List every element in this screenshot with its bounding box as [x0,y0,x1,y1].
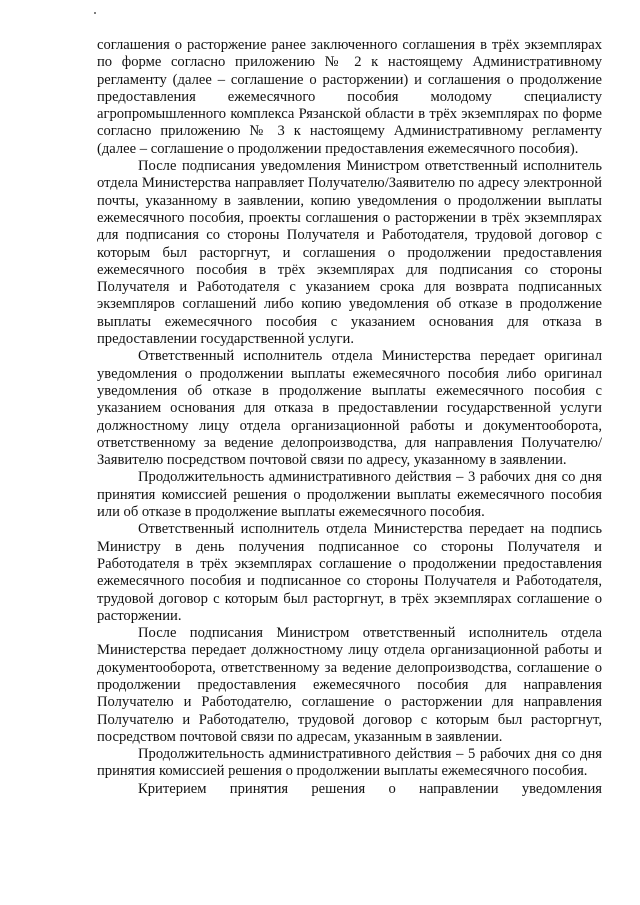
paragraph-after-minister-signing: После подписания Министром ответственный исполнитель отдела Министерства передает должностному лицу отдела организационной работы и документооборота, ответственному за ведение делопроизводства, соглашение о продолжении предоставления ежемесячного пособия для направления Получателю и Работодателю, соглашение о расторжении для направления Получателю и Работодателю, трудовой договор с которым был расторгнут, посредством почтовой связи по адресам, указанным в заявлении. [97,625,602,745]
paragraph-continuation: соглашения о расторжение ранее заключенного соглашения в трёх экземплярах по форме согласно приложению № 2 к настоящему Административному регламенту (далее – соглашение о расторжении) и соглашения о продолжение предоставления ежемесячного пособия молодому специалисту агропромышленного комплекса Рязанской области в трёх экземплярах по форме согласно приложению № 3 к настоящему Административному регламенту (далее – соглашение о продолжении предоставления ежемесячного пособия). [97,37,602,157]
paragraph-after-signing-notification: После подписания уведомления Министром ответственный исполнитель отдела Министерства направляет Получателю/Заявителю по адресу электронной почты, указанному в заявлении, копию уведомления о продолжении выплаты ежемесячного пособия, проекты соглашения о расторжении в трёх экземплярах для подписания со стороны Получателя и Работодателя, трудовой договор с которым был расторгнут, и соглашения о продолжении предоставления ежемесячного пособия в трёх экземплярах для подписания со стороны Получателя и Работодателя с указанием срока для возврата подписанных экземпляров соглашений либо копию уведомления об отказе в продолжение выплаты ежемесячного пособия с указанием основания для отказа в предоставлении государственной услуги. [97,158,602,348]
paragraph-decision-criterion: Критерием принятия решения о направлении уведомления [138,780,602,797]
paragraph-transfer-for-signature: Ответственный исполнитель отдела Министерства передает на подпись Министру в день получения подписанное со стороны Получателя и Работодателя в трёх экземплярах соглашение о продолжении предоставления ежемесячного пособия и подписанное со стороны Получателя и Работодателя, трудовой договор с которым был расторгнут, в трёх экземплярах соглашение о расторжении. [97,521,602,624]
document-body [97,37,602,798]
paragraph-duration-5-days: Продолжительность административного действия – 5 рабочих дня со дня принятия комиссией решения о продолжении выплаты ежемесячного пособия. [97,746,602,780]
scan-speck [94,12,96,14]
paragraph-duration-3-days: Продолжительность административного действия – 3 рабочих дня со дня принятия комиссией решения о продолжении выплаты ежемесячного пособия или об отказе в продолжение выплаты ежемесячного пособия. [97,469,602,521]
paragraph-original-transfer: Ответственный исполнитель отдела Министерства передает оригинал уведомления о продолжении выплаты ежемесячного пособия либо оригинал уведомления об отказе в продолжение выплаты ежемесячного пособия с указанием основания для отказа в предоставлении государственной услуги должностному лицу отдела организационной работы и документооборота, ответственному за ведение делопроизводства, для направления Получателю/Заявителю посредством почтовой связи по адресу, указанному в заявлении. [97,348,602,469]
